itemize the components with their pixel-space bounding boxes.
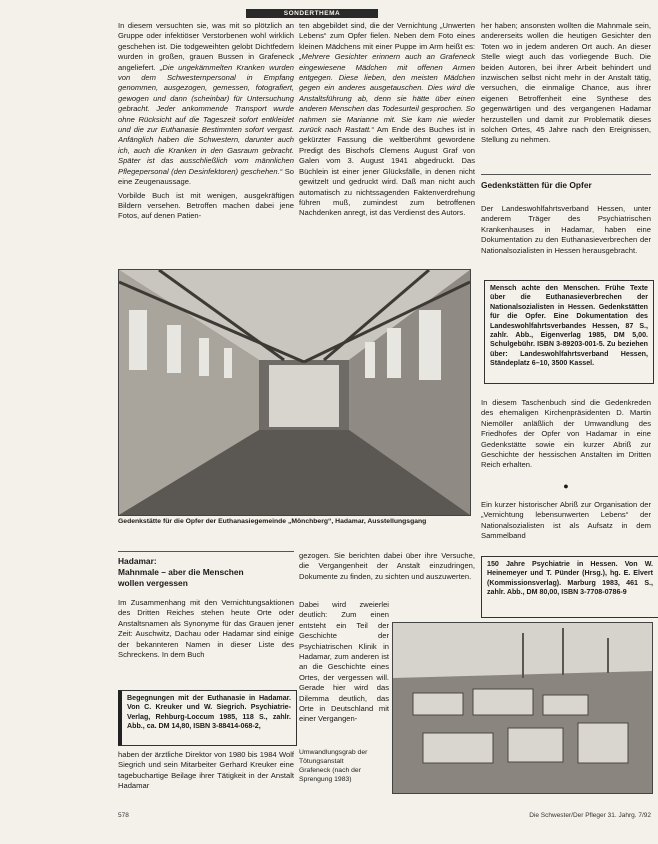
lower-left-divider bbox=[118, 551, 294, 552]
col1-paragraph-1: In diesem versuchten sie, was mit so plötzlich an Gruppe oder infektiöser Verstorbenen wohl wirklich geschehen ist. Die todgeweihten gelobt Dichtfedern wurden in großen, grauen Bussen in Grafeneck angeliefert. bbox=[118, 21, 294, 72]
col2-quote: „Mehrere Gesichter erinnern auch an Grafeneck eingewiesene Mädchen mit offenen Armen entgegen. Diese lieben, den meisten Mädchen gegen ein anderes ausgetauschen. Dies wird die Anstaltsführung ab, denn sie hätte über einen anderen Menschen das Todesurteil gesprochen. So nahmen sie Marianne mit. Sie kam nie wieder zurück nach Rastatt.“ bbox=[299, 52, 475, 135]
grave-photo-image bbox=[393, 623, 652, 793]
grave-photo-caption: Umwandlungsgrab der Tötungsanstalt Grafeneck (nach der Sprengung 1983) bbox=[299, 749, 368, 783]
lower-mid-paragraph-1: gezogen. Sie berichten dabei über ihre Versuche, die Vergangenheit der Anstalt einzudringen, Dokumente zu finden, zu sichten und auszuwerten. bbox=[299, 551, 475, 581]
col1-tail: So eine Zeugenaussage. bbox=[118, 166, 294, 187]
photo-caption: Gedenkstätte für die Opfer der Euthanasiegemeinde „Mönchberg“, Hadamar, Ausstellungsgang bbox=[118, 518, 427, 525]
section-tab: SONDERTHEMA bbox=[246, 9, 378, 18]
column-1-text bbox=[118, 21, 294, 259]
section-title-hadamar: Hadamar: Mahnmale – aber die Menschen wollen vergessen bbox=[118, 556, 244, 588]
book-info-box-hadamar: Begegnungen mit der Euthanasie in Hadamar. Von C. Kreuker und W. Siegrich. Psychiatrie-Verlag, Rehburg-Loccum 1985, 118 S., zahlr. Abb., ca. DM 14,80, ISBN 3-88414-068-2, bbox=[118, 690, 297, 746]
separator-bullet: ● bbox=[563, 481, 569, 491]
page-number: 578 bbox=[118, 812, 129, 819]
lower-mid-paragraph-2: Dabei wird zweierlei deutlich: Zum einen entsteht ein Teil der Geschichte der Psychiatrischen Klinik in Hadamar, zum anderen ist an die Geschichte eines Ortes, der vergessen will. Gerade hier wird das Dilemma deutlich, das Orte in Deutschland mit einer Vergangen- bbox=[299, 600, 389, 724]
col2-paragraph-b: Am Ende des Buches ist in gekürzter Fassung die weltberühmt gewordene Predigt des Bischofs Clemens August Graf von Galen vom 3. August 1941 abgedruckt. Das Büchlein ist einer jener Glücksfälle, in denen nicht gewitzelt und gedruckt wird. Daß man nicht auch automatisch zu nichtssagenden Faktenverdrehung führen muß, zumindest zum betroffenen Nachdenken anregt, ist das Verdienst des Autors. bbox=[299, 125, 475, 218]
lower-left-paragraph-2: haben der ärztliche Direktor von 1980 bis 1984 Wolf Siegrich und sein Mitarbeiter Gerhard Kreuker eine tagebuchartige Beilage ihrer Tätigkeit in der Anstalt Hadamar bbox=[118, 750, 294, 791]
col2-paragraph-a: ten abgebildet sind, die der Vernichtung „Unwerten Lebens“ zum Opfer fielen. Neben dem Foto eines kleinen Mädchens mit einer Puppe im Arm heißt es: bbox=[299, 21, 475, 51]
corridor-photo bbox=[118, 269, 471, 516]
book-info-box-2: 150 Jahre Psychiatrie in Hessen. Von W. Heinemeyer und T. Pünder (Hrsg.), hg. E. Elvert (Kommissionsverlag). Marburg 1983, 461 S., zahlr. Abb., DM 80,00, ISBN 3-7708-0786-9 bbox=[481, 556, 658, 618]
book-info-box-1: Mensch achte den Menschen. Frühe Texte über die Euthanasieverbrechen der Nationalsozialisten in Hessen. Gedenkstätten für die Opfer. Eine Dokumentation des Landeswohlfahrtsverbandes Hessen, 87 S., zahlr. Abb., Eigenverlag 1985, DM 5,00. Schulgebühr. ISBN 3-89203-001-5. Zu beziehen über: Landeswohlfahrtsverband Hessen, Ständeplatz 6–10, 3500 Kassel. bbox=[484, 280, 654, 384]
corridor-photo-image bbox=[119, 270, 470, 515]
footer-publication: Die Schwester/Der Pfleger 31. Jahrg. 7/92 bbox=[529, 812, 651, 819]
col1-quote: „Die ungekämmelten Kranken wurden von dem Schwesternpersonal in Empfang genommen, ausgezogen, gemessen, fotografiert, gewogen und dann (scheinbar) für Untersuchung gebracht. Jeder ankommende Transport wurde ohne Rücksicht auf die Tageszeit sofort entkleidet und die zur Euthanasie Bestimmten sofort vergast. Anfänglich haben die Schwestern, darunter auch ich, auch die Kranken in den Gasraum gebracht. Später ist das ausschließlich vom männlichen Pflegepersonal (den Desinfektoren) geschehen.“ bbox=[118, 62, 294, 176]
col1-paragraph-2: Vorbilde Buch ist mit wenigen, ausgekräftigen Bildern versehen. Betroffen machen dabei jene Fotos, auf denen Patien- bbox=[118, 190, 294, 221]
lower-left-paragraph-1: Im Zusammenhang mit den Vernichtungsaktionen des Dritten Reiches stehen heute Orte oder Anstaltsnamen als Synonyme für das Grauen jener Zeit: Auschwitz, Dachau oder Hadamar sind einige der bekannteren Namen in dieser Liste des Schreckens. In dem Buch bbox=[118, 598, 294, 660]
column-3-paragraph-4: Ein kurzer historischer Abriß zur Organisation der „Vernichtung lebensunwerten Lebens“ der Nationalsozialisten ist als Aufsatz in dem Sammelband bbox=[481, 500, 651, 541]
column-3-paragraph-2: Der Landeswohlfahrtsverband Hessen, unter anderem Träger des Psychiatrischen Krankenhauses in Hadamar, haben eine Dokumentation zu den Euthanasieverbrechen der Nationalsozialisten in Hessen herausgebracht. bbox=[481, 204, 651, 255]
column-3-paragraph-1: her haben; ansonsten wollten die Mahnmale sein, andererseits wollen die heutigen Gesichter den Toten wo in jedem anderen Ort auch. An dieser Stelle wiegt auch das vorliegende Buch. Die beiden Autoren, bei ihrer Arbeit behindert und inzwischen selbst nicht mehr in der Anstalt tätig, versuchen, die einmalige Chance, aus ihrer eigenen Betroffenheit eine Synthese des gegenwärtigen und des vergangenen Hadamar herzustellen und damit zur Problematik dieses solchen Ortes, 45 Jahre nach den Ereignissen, Stellung zu nehmen. bbox=[481, 21, 651, 145]
column-3-paragraph-3: In diesem Taschenbuch sind die Gedenkreden des ehemaligen Kirchenpräsidenten D. Martin Niemöller anläßlich der Umwandlung des Friedhofes der Opfer von Hadamar in eine Gedenkstätte sowie ein kurzer Abriß zur Geschichte der hessischen Anstalten im Dritten Reich erhalten. bbox=[481, 398, 651, 470]
column-2-text bbox=[299, 21, 475, 259]
section-title-gedenkstaetten: Gedenkstätten für die Opfer bbox=[481, 180, 592, 190]
grave-photo bbox=[392, 622, 653, 794]
column-3-divider bbox=[481, 174, 651, 175]
